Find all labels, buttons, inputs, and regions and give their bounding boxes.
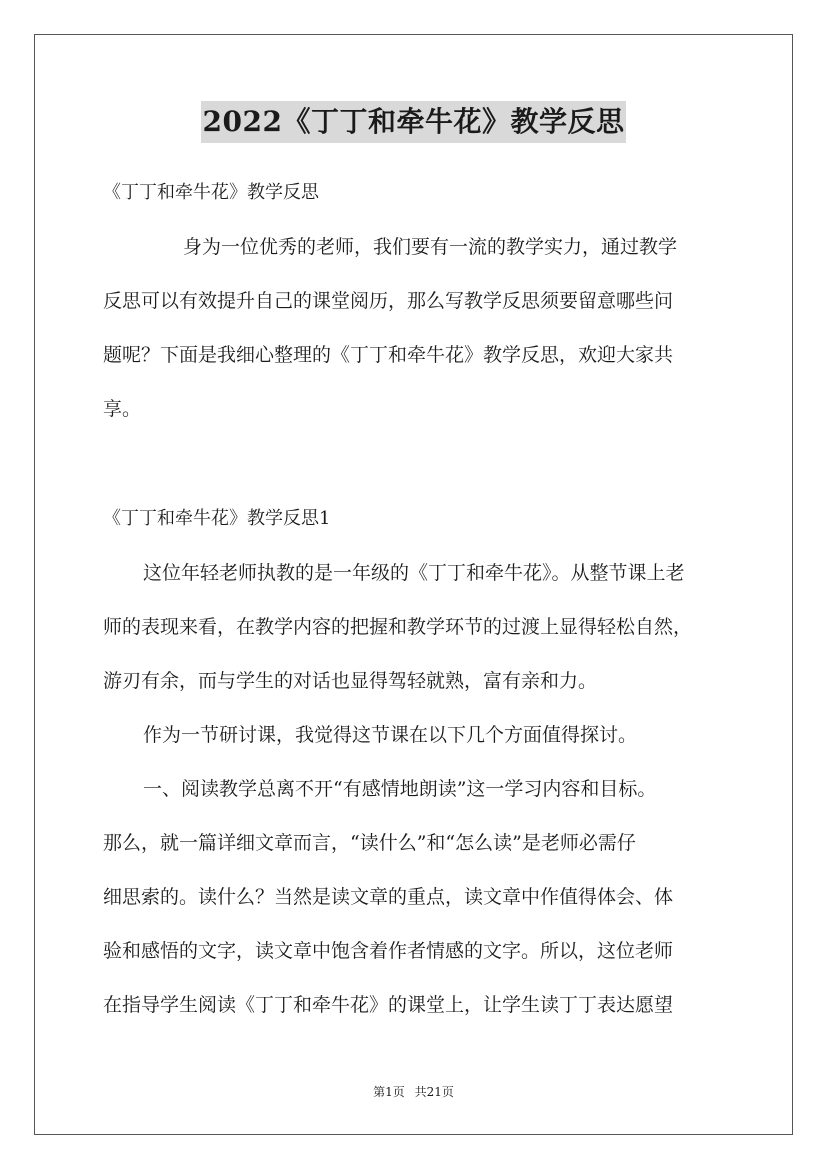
document-title-wrap <box>0 101 827 143</box>
body-line-8: 验和感悟的文字，读文章中饱含着作者情感的文字。所以，这位老师 <box>103 940 674 962</box>
page-total: 共21页 <box>414 1085 454 1099</box>
body-line-3: 游刃有余，而与学生的对话也显得驾轻就熟，富有亲和力。 <box>103 670 598 692</box>
body-line-1: 这位年轻老师执教的是一年级的《丁丁和牵牛花》。从整节课上老 <box>143 562 685 584</box>
body-line-9: 在指导学生阅读《丁丁和牵牛花》的课堂上，让学生读丁丁表达愿望 <box>103 994 674 1016</box>
body-line-2: 师的表现来看，在教学内容的把握和教学环节的过渡上显得轻松自然， <box>103 616 693 638</box>
body-line-4: 作为一节研讨课，我觉得这节课在以下几个方面值得探讨。 <box>143 724 638 746</box>
intro-line-3: 题呢？下面是我细心整理的《丁丁和牵牛花》教学反思，欢迎大家共 <box>103 344 674 366</box>
section-heading: 《丁丁和牵牛花》教学反思1 <box>103 508 331 529</box>
document-subtitle: 《丁丁和牵牛花》教学反思 <box>103 182 319 203</box>
page-footer <box>0 1083 827 1100</box>
document-title: 2022《丁丁和牵牛花》教学反思 <box>201 101 627 143</box>
body-line-5: 一、阅读教学总离不开“有感情地朗读”这一学习内容和目标。 <box>143 778 657 800</box>
intro-line-2: 反思可以有效提升自己的课堂阅历，那么写教学反思须要留意哪些问 <box>103 290 674 312</box>
intro-line-4: 享。 <box>103 398 142 420</box>
body-line-6: 那么，就一篇详细文章而言，“读什么”和“怎么读”是老师必需仔 <box>103 832 636 854</box>
body-line-7: 细思索的。读什么？当然是读文章的重点，读文章中作值得体会、体 <box>103 886 674 908</box>
page-number: 第1页 <box>373 1085 405 1099</box>
intro-line-1: 身为一位优秀的老师，我们要有一流的教学实力，通过教学 <box>183 236 678 258</box>
